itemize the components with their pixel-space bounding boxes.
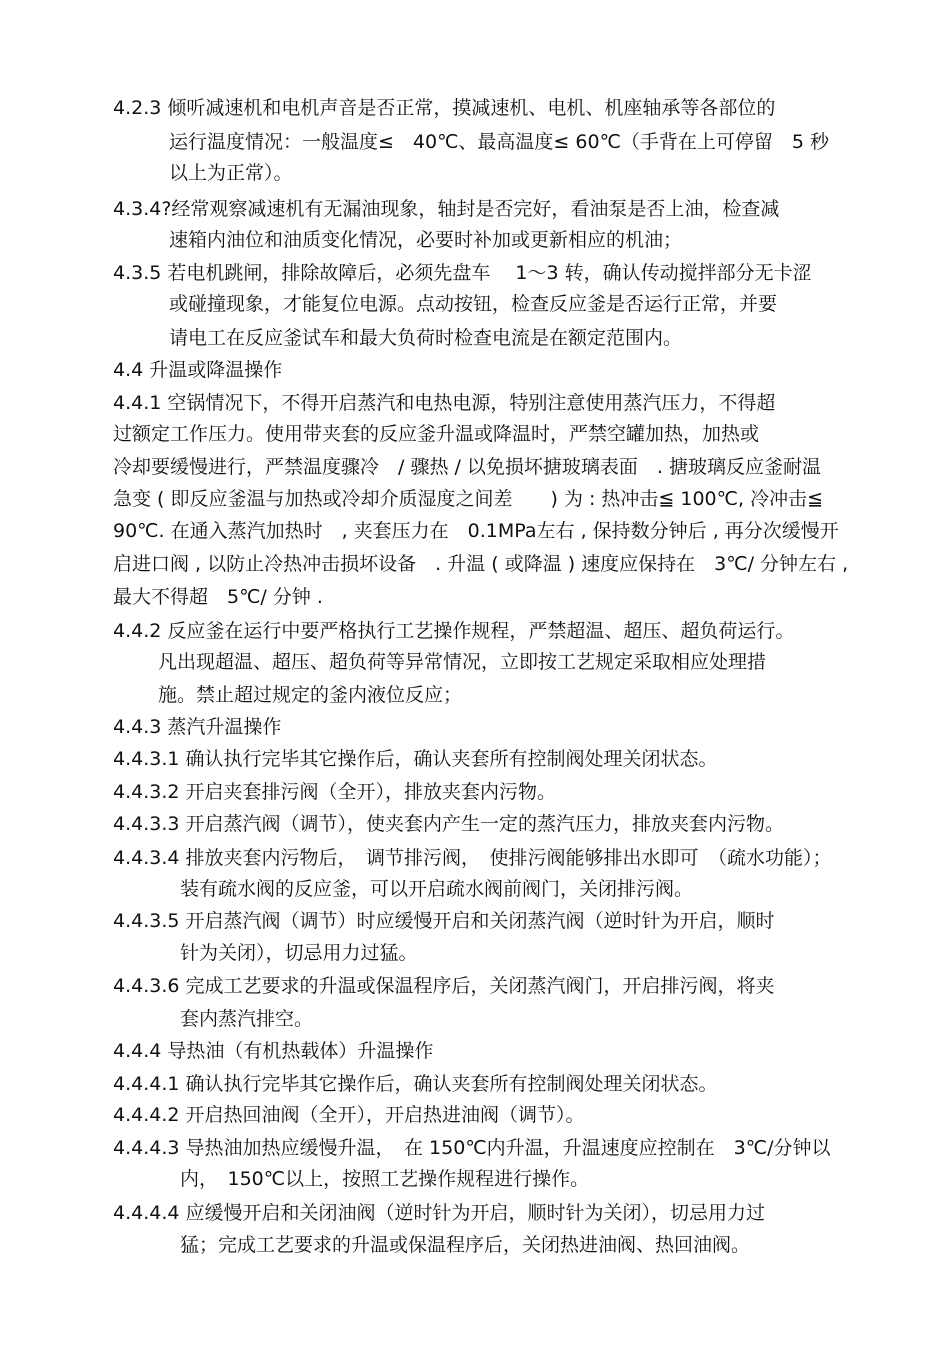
text-line: 4.4.4.3 导热油加热应缓慢升温， 在 150℃内升温，升温速度应控制在 3℃/分钟以 — [113, 1137, 831, 1159]
text-line: 4.4.3.2 开启夹套排污阀（全开），排放夹套内污物。 — [113, 781, 557, 803]
text-line: 内， 150℃以上，按照工艺操作规程进行操作。 — [180, 1168, 590, 1190]
text-line: 施。禁止超过规定的釜内液位反应； — [158, 684, 463, 706]
text-line: 4.2.3 倾听减速机和电机声音是否正常，摸减速机、电机、机座轴承等各部位的 — [113, 97, 776, 119]
text-line: 4.4.3.3 开启蒸汽阀（调节），使夹套内产生一定的蒸汽压力，排放夹套内污物。 — [113, 813, 785, 835]
text-line: 针为关闭），切忌用力过猛。 — [180, 942, 418, 964]
text-line: 4.4.3.1 确认执行完毕其它操作后，确认夹套所有控制阀处理关闭状态。 — [113, 748, 718, 770]
text-line: 套内蒸汽排空。 — [180, 1008, 314, 1030]
text-line: 凡出现超温、超压、超负荷等异常情况，立即按工艺规定采取相应处理措 — [158, 651, 767, 673]
text-line: 4.4.2 反应釜在运行中要严格执行工艺操作规程，严禁超温、超压、超负荷运行。 — [113, 620, 795, 642]
text-line: 装有疏水阀的反应釜，可以开启疏水阀前阀门，关闭排污阀。 — [180, 878, 694, 900]
text-line: 请电工在反应釜试车和最大负荷时检查电流是在额定范围内。 — [169, 327, 683, 349]
text-line: 运行温度情况：一般温度≤ 40℃、最高温度≤ 60℃（手背在上可停留 5 秒 — [169, 131, 830, 153]
text-line: 4.3.4?经常观察减速机有无漏油现象，轴封是否完好，看油泵是否上油，检查减 — [113, 198, 780, 220]
text-line: 4.3.5 若电机跳闸，排除故障后，必须先盘车 1～3 转，确认传动搅拌部分无卡涩 — [113, 262, 812, 284]
text-line: 4.4.4.1 确认执行完毕其它操作后，确认夹套所有控制阀处理关闭状态。 — [113, 1073, 718, 1095]
section-heading: 4.4.4 导热油（有机热载体）升温操作 — [113, 1040, 434, 1062]
text-line: 或碰撞现象，才能复位电源。点动按钮，检查反应釜是否运行正常，并要 — [169, 293, 778, 315]
text-line: 4.4.1 空锅情况下，不得开启蒸汽和电热电源，特别注意使用蒸汽压力，不得超 — [113, 392, 776, 414]
section-heading: 4.4 升温或降温操作 — [113, 359, 283, 381]
text-line: 最大不得超 5℃/ 分钟 . — [113, 586, 323, 608]
text-line: 猛；完成工艺要求的升温或保温程序后，关闭热进油阀、热回油阀。 — [180, 1234, 751, 1256]
text-line: 4.4.3.5 开启蒸汽阀（调节）时应缓慢开启和关闭蒸汽阀（逆时针为开启，顺时 — [113, 910, 775, 932]
text-line: 4.4.3.6 完成工艺要求的升温或保温程序后，关闭蒸汽阀门，开启排污阀，将夹 — [113, 975, 775, 997]
text-line: 启进口阀 , 以防止冷热冲击损坏设备 . 升温 ( 或降温 ) 速度应保持在 3℃/ 分钟左右 , — [113, 553, 849, 575]
text-line: 4.4.3.4 排放夹套内污物后， 调节排污阀， 使排污阀能够排出水即可 （疏水功能）； — [113, 847, 832, 869]
text-line: 4.4.4.4 应缓慢开启和关闭油阀（逆时针为开启，顺时针为关闭），切忌用力过 — [113, 1202, 766, 1224]
text-line: 过额定工作压力。使用带夹套的反应釜升温或降温时，严禁空罐加热，加热或 — [113, 423, 760, 445]
section-heading: 4.4.3 蒸汽升温操作 — [113, 716, 282, 738]
text-line: 急变 ( 即反应釜温与加热或冷却介质湿度之间差 ) 为 : 热冲击≦ 100℃, 冷冲击≦ — [113, 488, 823, 510]
text-line: 冷却要缓慢进行，严禁温度骤冷 / 骤热 / 以免损坏搪玻璃表面 . 搪玻璃反应釜耐温 — [113, 456, 822, 478]
text-line: 以上为正常）。 — [169, 162, 293, 184]
text-line: 4.4.4.2 开启热回油阀（全开），开启热进油阀（调节）。 — [113, 1104, 585, 1126]
text-line: 90℃. 在通入蒸汽加热时 , 夹套压力在 0.1MPa左右 , 保持数分钟后 , 再分次缓慢开 — [113, 520, 839, 542]
text-line: 速箱内油位和油质变化情况，必要时补加或更新相应的机油； — [169, 229, 683, 251]
